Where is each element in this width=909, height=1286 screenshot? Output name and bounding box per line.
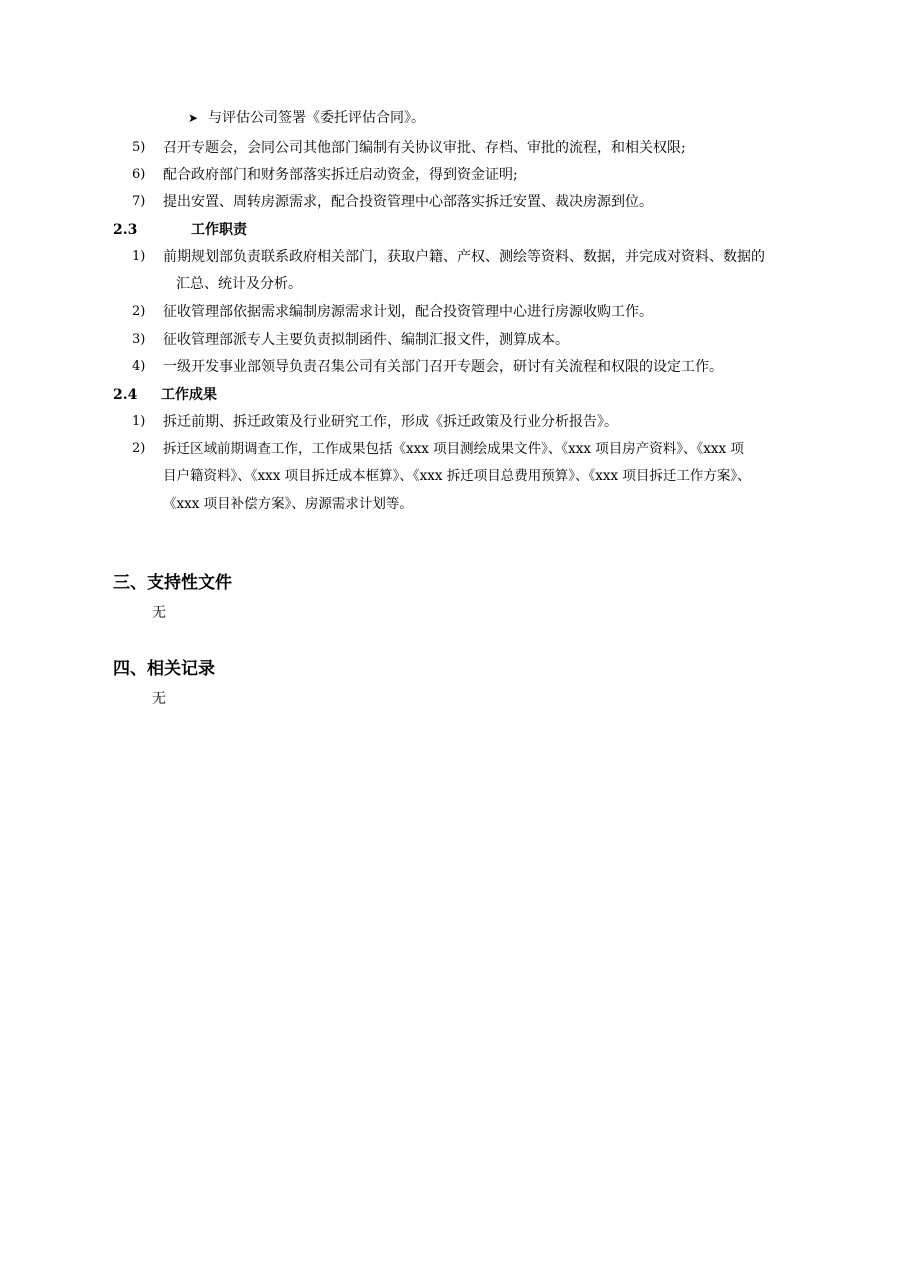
section-title: 工作成果 [161,387,217,403]
step-text: 召开专题会，会同公司其他部门编制有关协议审批、存档、审批的流程，和相关权限; [163,140,686,156]
list-item-number: 3) [132,332,146,347]
list-item-number: 2) [132,304,146,319]
list-item-text-continued: 目户籍资料》、《xxx 项目拆迁成本框算》、《xxx 拆迁项目总费用预算》、《xxx 项目拆迁工作方案》、 [163,468,751,484]
step-text: 配合政府部门和财务部落实拆迁启动资金，得到资金证明; [163,167,518,183]
section-number: 2.3 [113,222,138,238]
section-2-4-heading [113,385,217,405]
list-item-text-continued: 《xxx 项目补偿方案》、房源需求计划等。 [163,496,413,512]
section-2-3-heading [113,220,247,240]
section-4-heading: 四、相关记录 [113,659,215,679]
list-item-text: 征收管理部派专人主要负责拟制函件、编制汇报文件，测算成本。 [163,332,569,348]
list-item-text-continued: 汇总、统计及分析。 [176,276,302,292]
section-3-content: 无 [152,605,166,621]
step-text: 提出安置、周转房源需求，配合投资管理中心部落实拆迁安置、裁决房源到位。 [163,194,653,210]
list-item-number: 1) [132,414,146,429]
list-item-text: 征收管理部依据需求编制房源需求计划，配合投资管理中心进行房源收购工作。 [163,304,653,320]
section-3-heading: 三、支持性文件 [113,573,232,593]
list-item-text: 前期规划部负责联系政府相关部门，获取户籍、产权、测绘等资料、数据，并完成对资料、数据的 [163,249,765,265]
list-item-text: 拆迁前期、拆迁政策及行业研究工作，形成《拆迁政策及行业分析报告》。 [163,414,618,430]
section-number: 2.4 [113,387,138,403]
section-4-content: 无 [152,691,166,707]
list-item-text: 拆迁区域前期调查工作，工作成果包括《xxx 项目测绘成果文件》、《xxx 项目房产资料》、《xxx 项 [163,441,744,457]
step-number: 7) [132,194,146,209]
section-title: 工作职责 [191,222,247,238]
step-number: 5) [132,140,146,155]
arrow-item-text: 与评估公司签署《委托评估合同》。 [208,110,425,126]
list-item-number: 1) [132,249,146,264]
arrow-bullet-icon: ➤ [188,111,199,125]
step-number: 6) [132,167,146,182]
list-item-text: 一级开发事业部领导负责召集公司有关部门召开专题会，研讨有关流程和权限的设定工作。 [163,359,723,375]
list-item-number: 4) [132,359,146,374]
list-item-number: 2) [132,441,146,456]
